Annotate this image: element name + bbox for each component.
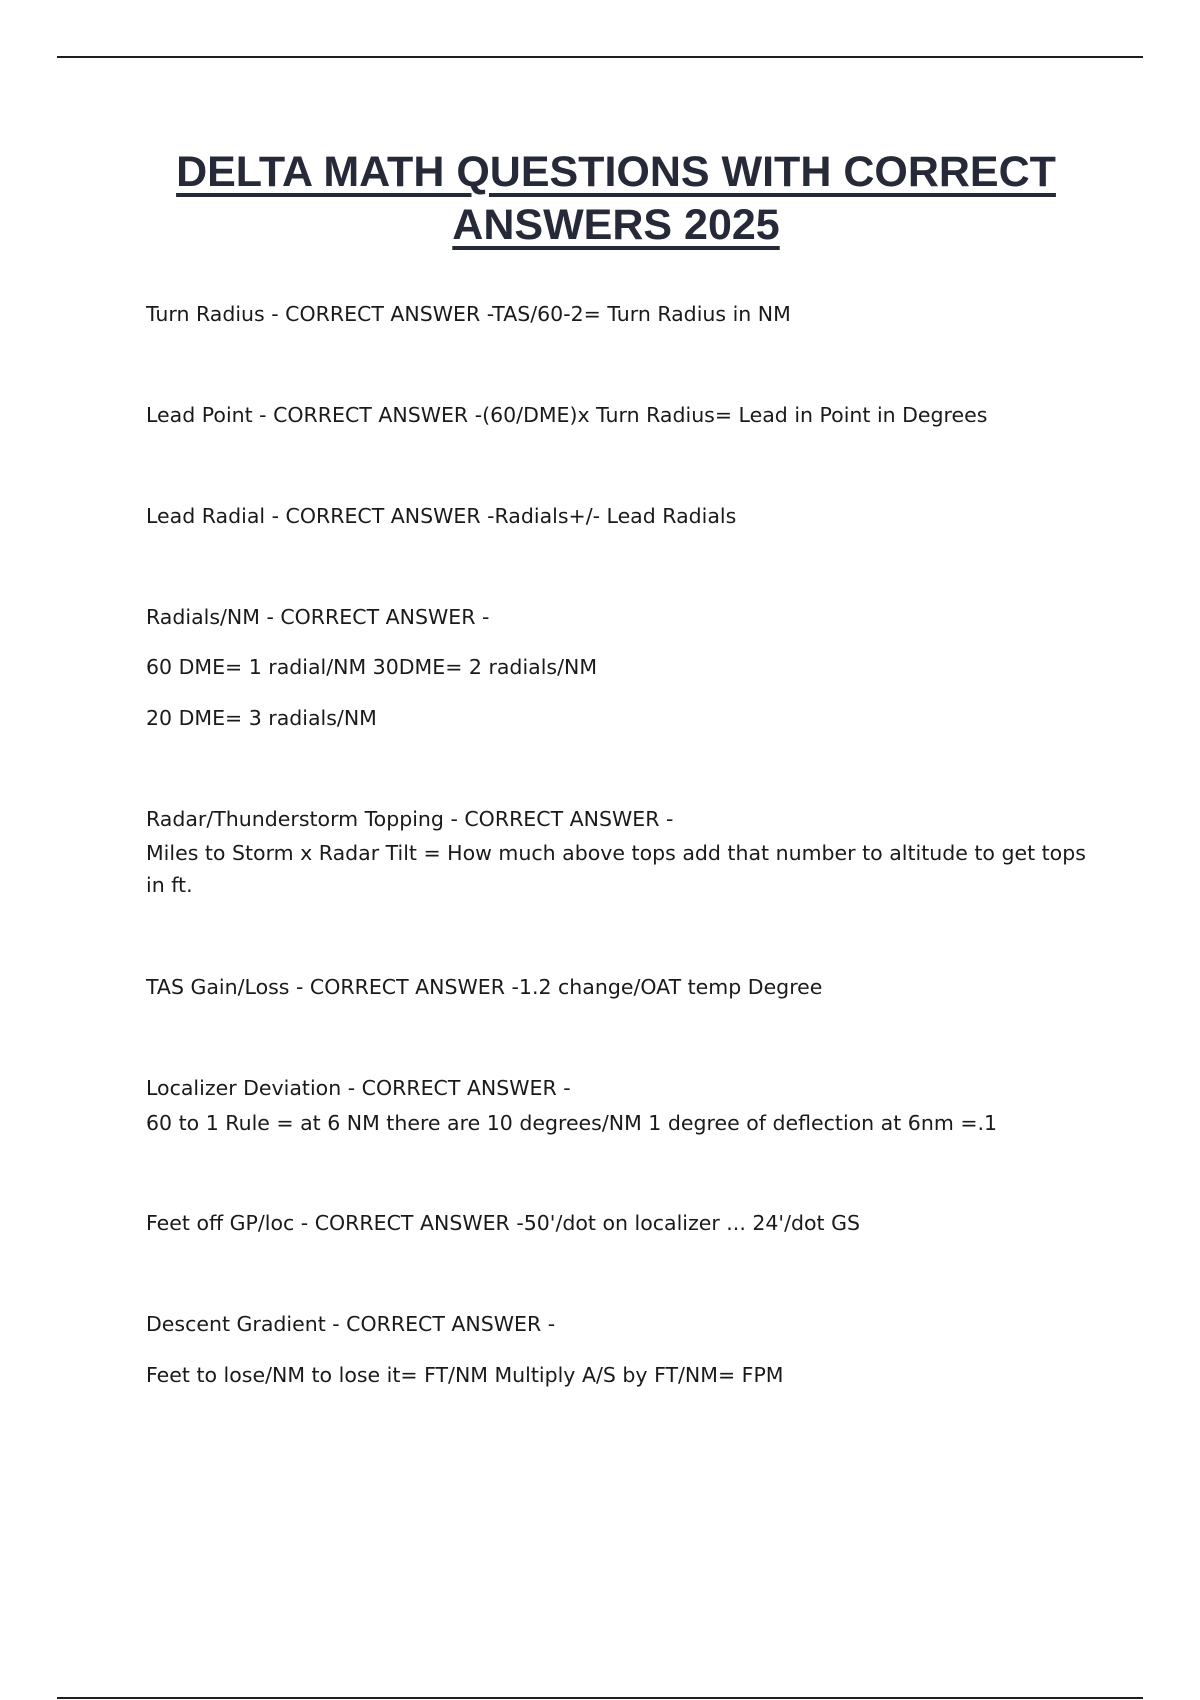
qa-lead-radial: Lead Radial - CORRECT ANSWER -Radials+/- Lead Radials	[146, 504, 737, 528]
qa-turn-radius: Turn Radius - CORRECT ANSWER -TAS/60-2= Turn Radius in NM	[146, 302, 791, 326]
qa-thunderstorm-topping: Radar/Thunderstorm Topping - CORRECT ANSWER -	[146, 807, 674, 831]
bottom-rule	[57, 1697, 1143, 1699]
qa-localizer-deviation-answer: 60 to 1 Rule = at 6 NM there are 10 degrees/NM 1 degree of deflection at 6nm =.1	[146, 1111, 998, 1135]
title-line-1: DELTA MATH QUESTIONS WITH CORRECT	[176, 148, 1056, 196]
qa-thunderstorm-topping-answer: Miles to Storm x Radar Tilt = How much above tops add that number to altitude to get tops in ft.	[146, 841, 1086, 897]
qa-radials-nm-answer-1: 60 DME= 1 radial/NM 30DME= 2 radials/NM	[146, 655, 598, 679]
title-line-2: ANSWERS 2025	[452, 201, 780, 249]
qa-radials-nm-answer-2: 20 DME= 3 radials/NM	[146, 706, 377, 730]
qa-descent-gradient-answer: Feet to lose/NM to lose it= FT/NM Multiply A/S by FT/NM= FPM	[146, 1363, 784, 1387]
qa-tas-gain-loss: TAS Gain/Loss - CORRECT ANSWER -1.2 change/OAT temp Degree	[146, 975, 823, 999]
qa-feet-off-gp-loc: Feet off GP/loc - CORRECT ANSWER -50'/dot on localizer ... 24'/dot GS	[146, 1211, 860, 1235]
top-rule	[57, 56, 1143, 58]
document-title	[100, 146, 1132, 252]
qa-localizer-deviation: Localizer Deviation - CORRECT ANSWER -	[146, 1076, 571, 1100]
qa-lead-point: Lead Point - CORRECT ANSWER -(60/DME)x Turn Radius= Lead in Point in Degrees	[146, 403, 988, 427]
qa-descent-gradient: Descent Gradient - CORRECT ANSWER -	[146, 1312, 556, 1336]
qa-radials-nm: Radials/NM - CORRECT ANSWER -	[146, 605, 490, 629]
